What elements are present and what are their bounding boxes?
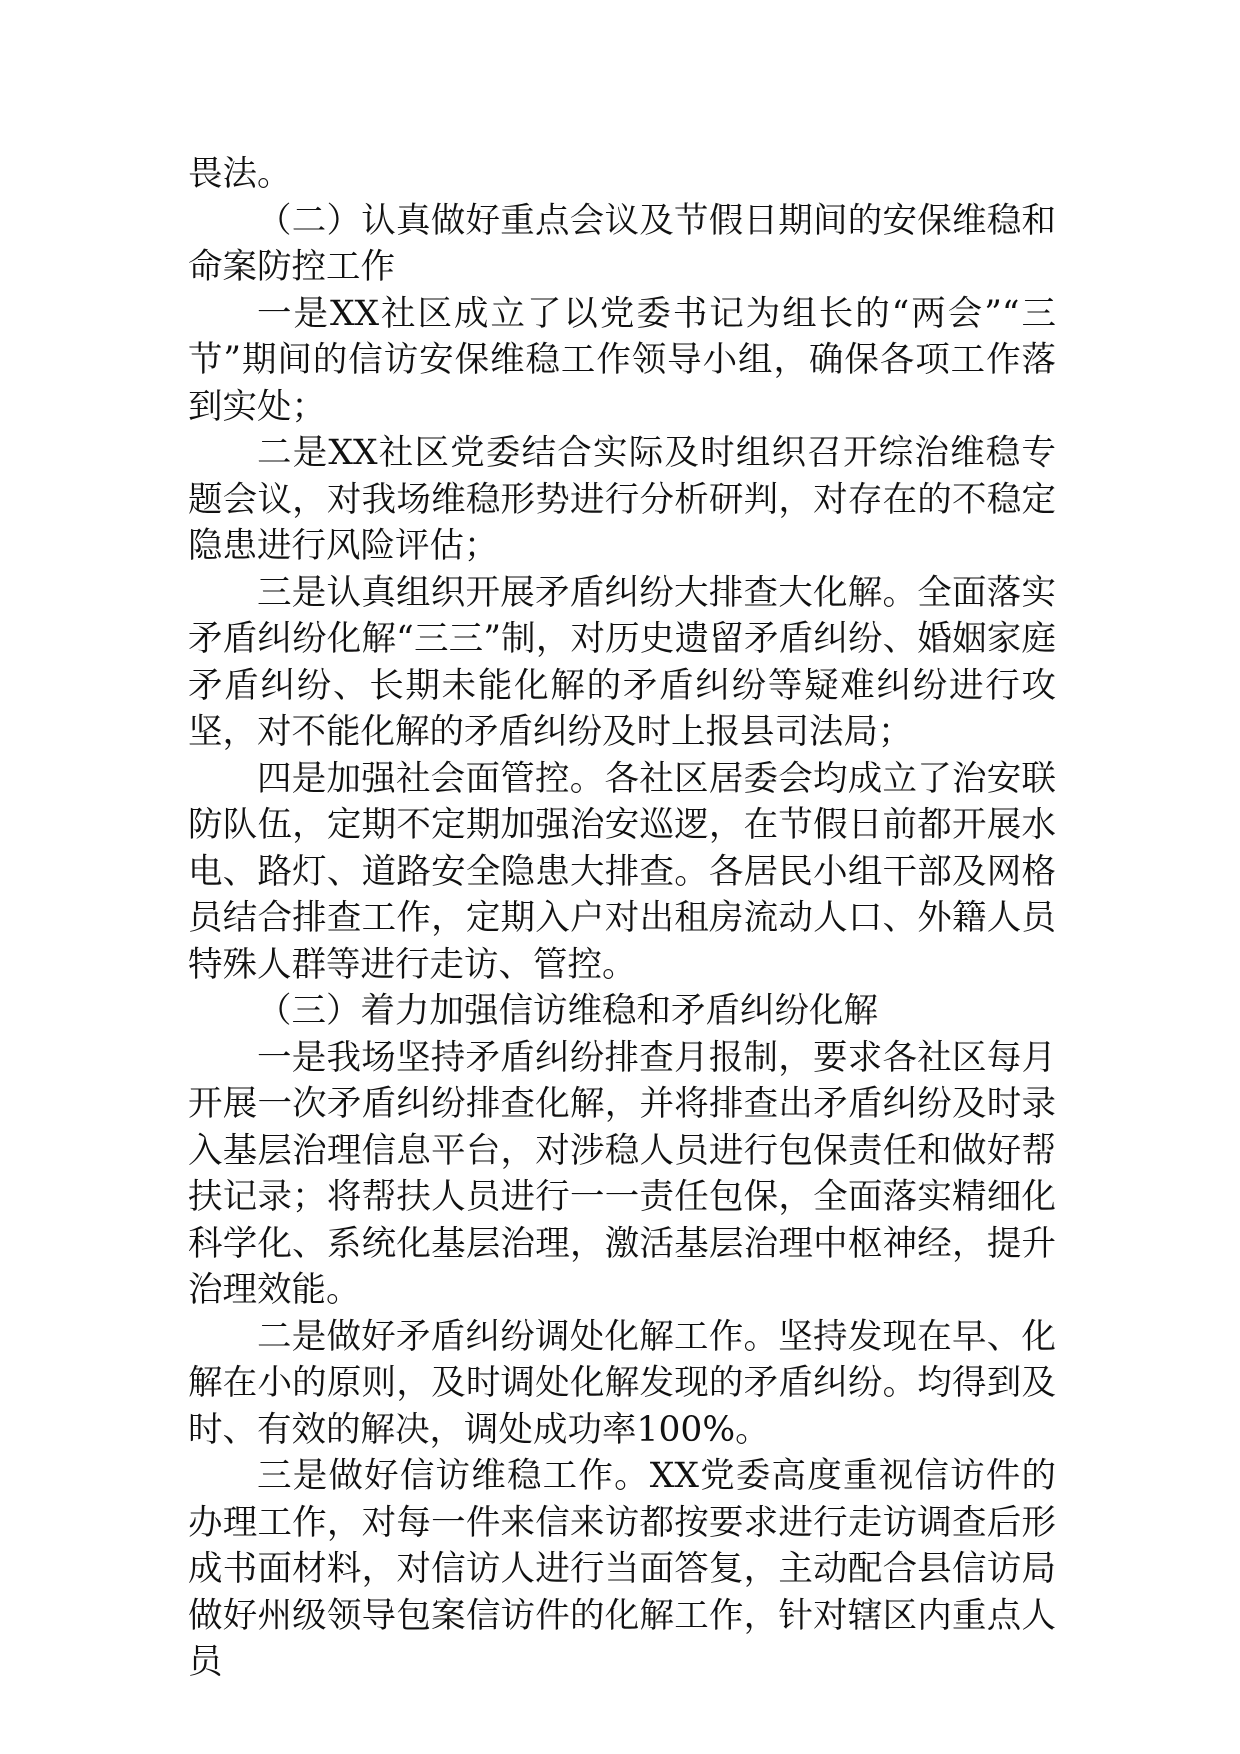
paragraph-item-7: 三是做好信访维稳工作。XX党委高度重视信访件的办理工作，对每一件来信来访都按要求进行走访调查后形成书面材料，对信访人进行当面答复，主动配合县信访局做好州级领导包案信访件的化解工作，针对辖区内重点人员 (188, 1456, 1056, 1682)
paragraph-item-6: 二是做好矛盾纠纷调处化解工作。坚持发现在早、化解在小的原则，及时调处化解发现的矛盾纠纷。均得到及时、有效的解决，调处成功率100%。 (188, 1316, 1056, 1450)
paragraph-item-4: 四是加强社会面管控。各社区居委会均成立了治安联防队伍，定期不定期加强治安巡逻，在节假日前都开展水电、路灯、道路安全隐患大排查。各居民小组干部及网格员结合排查工作，定期入户对出租房流动人口、外籍人员特殊人群等进行走访、管控。 (188, 758, 1056, 985)
section-heading-3: （三）着力加强信访维稳和矛盾纠纷化解 (257, 991, 878, 1031)
section-heading-2: （二）认真做好重点会议及节假日期间的安保维稳和命案防控工作 (188, 200, 1056, 287)
paragraph-item-3: 三是认真组织开展矛盾纠纷大排查大化解。全面落实矛盾纠纷化解“三三”制，对历史遗留矛盾纠纷、婚姻家庭矛盾纠纷、长期未能化解的矛盾纠纷等疑难纠纷进行攻坚，对不能化解的矛盾纠纷及时上报县司法局； (188, 572, 1056, 752)
paragraph-item-1: 一是XX社区成立了以党委书记为组长的“两会”“三节”期间的信访安保维稳工作领导小组，确保各项工作落到实处； (188, 293, 1056, 427)
document-body (188, 151, 1056, 1686)
paragraph-continuation: 畏法。 (188, 154, 292, 194)
paragraph-item-2: 二是XX社区党委结合实际及时组织召开综治维稳专题会议，对我场维稳形势进行分析研判，对存在的不稳定隐患进行风险评估； (188, 433, 1056, 566)
paragraph-item-5: 一是我场坚持矛盾纠纷排查月报制，要求各社区每月开展一次矛盾纠纷排查化解，并将排查出矛盾纠纷及时录入基层治理信息平台，对涉稳人员进行包保责任和做好帮扶记录；将帮扶人员进行一一责任包保，全面落实精细化科学化、系统化基层治理，激活基层治理中枢神经，提升治理效能。 (188, 1037, 1056, 1310)
